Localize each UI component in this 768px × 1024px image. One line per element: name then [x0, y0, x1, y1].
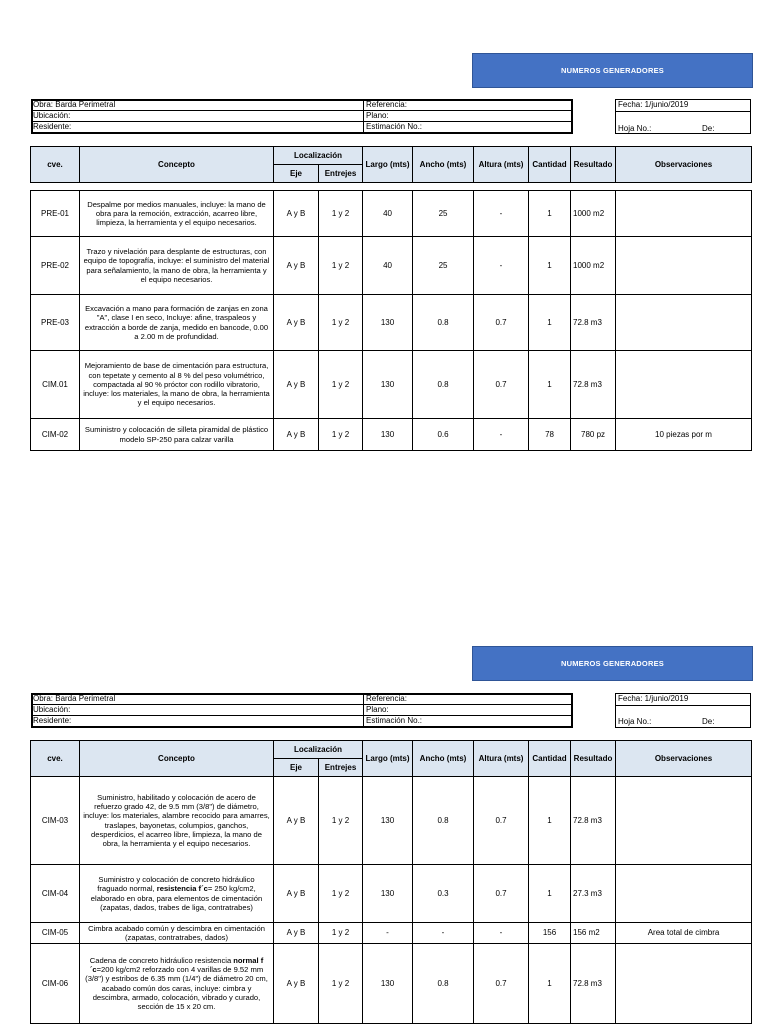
header-largo: Largo (mts) [363, 741, 413, 777]
largo-cell: - [363, 923, 413, 944]
ubicacion-label: Ubicación: [31, 111, 363, 122]
resultado-cell: 1000 m2 [571, 191, 616, 237]
resultado-cell: 780 pz [571, 419, 616, 451]
table-row [31, 295, 752, 351]
largo-cell: 40 [363, 237, 413, 295]
concepto-cell [80, 865, 274, 923]
cve-cell: CIM-02 [31, 419, 80, 451]
de-label: De: [702, 717, 715, 726]
generadores-table [30, 740, 752, 1024]
resultado-cell: 156 m2 [571, 923, 616, 944]
resultado-cell: 72.8 m3 [571, 351, 616, 419]
header-entrejes: Entrejes [319, 165, 363, 183]
referencia-label: Referencia: [364, 694, 571, 705]
altura-cell: 0.7 [474, 295, 529, 351]
ancho-cell: 0.8 [413, 777, 474, 865]
eje-cell: A y B [274, 777, 319, 865]
ancho-cell: 25 [413, 191, 474, 237]
header-localizacion: Localización [274, 741, 363, 759]
entrejes-cell: 1 y 2 [319, 351, 363, 419]
table-row [31, 191, 752, 237]
concepto-cell: Suministro, habilitado y colocación de acero de refuerzo grado 42, de 9.5 mm (3/8") de diámetro, incluye: los materiales, alambre recocido para amarres, traslapes, bayonetas, columpios, ganchos, desperdicios, el acarreo libre, limpieza, la mano de obra, la herramienta y el equipo necesarios. [80, 777, 274, 865]
observaciones-cell [616, 351, 752, 419]
altura-cell: 0.7 [474, 944, 529, 1024]
entrejes-cell: 1 y 2 [319, 419, 363, 451]
concepto-text: =200 kg/cm2 reforzado con 4 varillas de 9.52 mm (3/8") y estribos de 6.35 mm (1/4") de diámetro 20 cm, acabado común dos caras, incluye: cimbra y descimbra, armado, colocación, vibrado y curado, sección de 15 x 20 cm. [85, 965, 268, 1011]
observaciones-cell [616, 191, 752, 237]
largo-cell: 130 [363, 351, 413, 419]
header-altura: Altura (mts) [474, 741, 529, 777]
header-cve: cve. [31, 147, 80, 183]
observaciones-cell [616, 237, 752, 295]
header-observaciones: Observaciones [616, 741, 752, 777]
resultado-cell: 72.8 m3 [571, 295, 616, 351]
concepto-text: = 250 kg/cm2, elaborado en obra, para elementos de cimentación (zapatas, dados, trabes de liga, contratrabes) [90, 884, 263, 912]
eje-cell: A y B [274, 351, 319, 419]
header-altura: Altura (mts) [474, 147, 529, 183]
concepto-bold: normal f´c [89, 955, 264, 975]
ancho-cell: 0.8 [413, 295, 474, 351]
altura-cell: - [474, 191, 529, 237]
observaciones-cell: 10 piezas por m [616, 419, 752, 451]
estimacion-label: Estimación No.: [366, 716, 423, 725]
ancho-cell: 0.8 [413, 351, 474, 419]
header-cve: cve. [31, 741, 80, 777]
largo-cell: 130 [363, 944, 413, 1024]
concepto-cell: Mejoramiento de base de cimentación para estructura, con tepetate y cemento al 8 % del peso volumétrico, compactada al 90 % próctor con rodillo vibratorio, incluye: los materiales, la mano de obra, la herramienta y el equipo necesarios. [80, 351, 274, 419]
resultado-cell: 1000 m2 [571, 237, 616, 295]
concepto-cell: Despalme por medios manuales, incluye: la mano de obra para la remoción, extracción, acarreo libre, limpieza, la herramienta y el equipo necesarios. [80, 191, 274, 237]
entrejes-cell: 1 y 2 [319, 944, 363, 1024]
cantidad-cell: 78 [529, 419, 571, 451]
residente-label: Residente: [33, 716, 72, 725]
largo-cell: 130 [363, 419, 413, 451]
cantidad-cell: 1 [529, 351, 571, 419]
banner-numeros-generadores: NUMEROS GENERADORES [472, 646, 753, 681]
plano-label: Plano: [364, 111, 571, 122]
spacer-row [31, 183, 752, 191]
entrejes-cell: 1 y 2 [319, 923, 363, 944]
cantidad-cell: 1 [529, 777, 571, 865]
header-resultado: Resultado [571, 147, 616, 183]
observaciones-cell: Area total de cimbra [616, 923, 752, 944]
cantidad-cell: 1 [529, 865, 571, 923]
altura-cell: - [474, 923, 529, 944]
plano-label: Plano: [364, 705, 571, 716]
cantidad-cell: 1 [529, 295, 571, 351]
fecha-label: Fecha: 1/junio/2019 [616, 100, 750, 112]
table-row [31, 865, 752, 923]
cantidad-cell: 1 [529, 191, 571, 237]
observaciones-cell [616, 865, 752, 923]
altura-cell: 0.7 [474, 351, 529, 419]
largo-cell: 130 [363, 865, 413, 923]
header-ancho: Ancho (mts) [413, 147, 474, 183]
altura-cell: - [474, 237, 529, 295]
largo-cell: 40 [363, 191, 413, 237]
concepto-text: Cadena de concreto hidráulico resistencia [89, 955, 234, 965]
table-row [31, 419, 752, 451]
header-ancho: Ancho (mts) [413, 741, 474, 777]
cantidad-cell: 1 [529, 237, 571, 295]
header-cantidad: Cantidad [529, 147, 571, 183]
hoja-label: Hoja No.: [618, 717, 652, 726]
entrejes-cell: 1 y 2 [319, 191, 363, 237]
altura-cell: 0.7 [474, 777, 529, 865]
eje-cell: A y B [274, 295, 319, 351]
ubicacion-label: Ubicación: [31, 705, 363, 716]
eje-cell: A y B [274, 865, 319, 923]
obra-label: Obra: Barda Perimetral [31, 100, 363, 111]
concepto-cell: Cimbra acabado común y descimbra en cimentación (zapatas, contratrabes, dados) [80, 923, 274, 944]
header-localizacion: Localización [274, 147, 363, 165]
fecha-label: Fecha: 1/junio/2019 [616, 694, 750, 706]
concepto-bold: resistencia f´c [156, 884, 208, 894]
header-concepto: Concepto [80, 147, 274, 183]
concepto-cell: Excavación a mano para formación de zanjas en zona "A", clase I en seco, Incluye: afine, traspaleos y extracción a borde de zanja, medido en bancode, 0.00 a 2.00 m de profundidad. [80, 295, 274, 351]
cantidad-cell: 156 [529, 923, 571, 944]
obra-label: Obra: Barda Perimetral [31, 694, 363, 705]
header-cantidad: Cantidad [529, 741, 571, 777]
observaciones-cell [616, 295, 752, 351]
cve-cell: CIM-04 [31, 865, 80, 923]
concepto-cell: Suministro y colocación de silleta piramidal de plástico modelo SP-250 para calzar varilla [80, 419, 274, 451]
concepto-cell: Trazo y nivelación para desplante de estructuras, con equipo de topografía, incluye: el suministro del material para señalamiento, la mano de obra, la herramienta y el equipo necesarios. [80, 237, 274, 295]
header-largo: Largo (mts) [363, 147, 413, 183]
entrejes-cell: 1 y 2 [319, 777, 363, 865]
eje-cell: A y B [274, 923, 319, 944]
generadores-table [30, 146, 752, 451]
cantidad-cell: 1 [529, 944, 571, 1024]
ancho-cell: 0.3 [413, 865, 474, 923]
eje-cell: A y B [274, 944, 319, 1024]
resultado-cell: 27.3 m3 [571, 865, 616, 923]
banner-numeros-generadores: NUMEROS GENERADORES [472, 53, 753, 88]
altura-cell: 0.7 [474, 865, 529, 923]
header-concepto: Concepto [80, 741, 274, 777]
resultado-cell: 72.8 m3 [571, 944, 616, 1024]
table-row [31, 944, 752, 1024]
header-entrejes: Entrejes [319, 759, 363, 777]
cve-cell: CIM-03 [31, 777, 80, 865]
largo-cell: 130 [363, 777, 413, 865]
hoja-label: Hoja No.: [618, 124, 652, 133]
estimacion-label: Estimación No.: [366, 122, 423, 131]
table-row [31, 777, 752, 865]
altura-cell: - [474, 419, 529, 451]
eje-cell: A y B [274, 419, 319, 451]
cve-cell: PRE-03 [31, 295, 80, 351]
concepto-text: Suministro y colocación de concreto hidráulico fraguado normal, [97, 875, 255, 894]
ancho-cell: 25 [413, 237, 474, 295]
de-label: De: [702, 124, 715, 133]
cve-cell: PRE-01 [31, 191, 80, 237]
eje-cell: A y B [274, 237, 319, 295]
entrejes-cell: 1 y 2 [319, 295, 363, 351]
ancho-cell: - [413, 923, 474, 944]
cve-cell: CIM.01 [31, 351, 80, 419]
cve-cell: CIM-05 [31, 923, 80, 944]
ancho-cell: 0.6 [413, 419, 474, 451]
observaciones-cell [616, 777, 752, 865]
header-resultado: Resultado [571, 741, 616, 777]
residente-label: Residente: [33, 122, 72, 131]
header-observaciones: Observaciones [616, 147, 752, 183]
referencia-label: Referencia: [364, 100, 571, 111]
entrejes-cell: 1 y 2 [319, 237, 363, 295]
table-row [31, 351, 752, 419]
table-row [31, 237, 752, 295]
table-row [31, 923, 752, 944]
header-eje: Eje [274, 165, 319, 183]
cve-cell: PRE-02 [31, 237, 80, 295]
resultado-cell: 72.8 m3 [571, 777, 616, 865]
eje-cell: A y B [274, 191, 319, 237]
observaciones-cell [616, 944, 752, 1024]
largo-cell: 130 [363, 295, 413, 351]
ancho-cell: 0.8 [413, 944, 474, 1024]
cve-cell: CIM-06 [31, 944, 80, 1024]
concepto-cell [80, 944, 274, 1024]
entrejes-cell: 1 y 2 [319, 865, 363, 923]
header-eje: Eje [274, 759, 319, 777]
